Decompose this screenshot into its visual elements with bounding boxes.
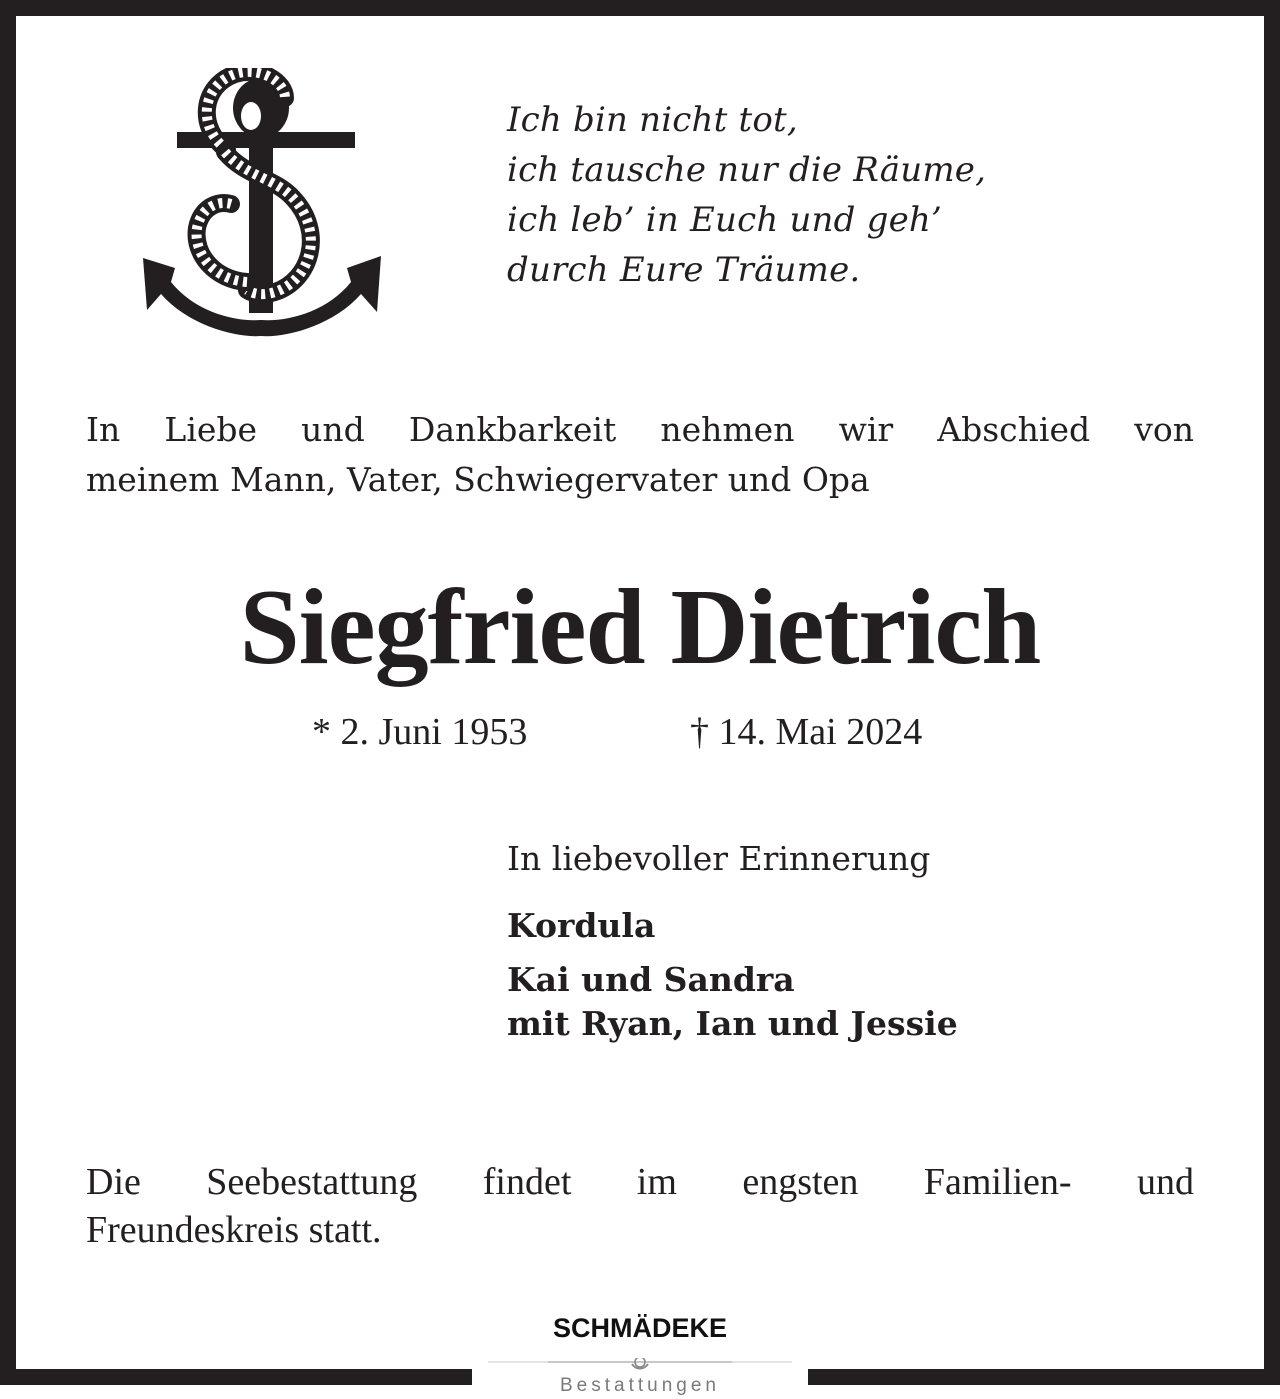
anchor-with-rope-icon xyxy=(135,68,387,340)
closing-line-2: Freundeskreis statt. xyxy=(86,1209,382,1251)
frame-border-top xyxy=(0,0,1280,16)
intro-line-1: In Liebe und Dankbarkeit nehmen wir Abschied von xyxy=(86,410,1194,449)
intro-text xyxy=(86,405,1194,505)
intro-line-2: meinem Mann, Vater, Schwiegervater und Opa xyxy=(86,460,870,499)
funeral-home-logo xyxy=(472,1308,808,1399)
frame-border-right xyxy=(1264,0,1280,1385)
frame-border-bottom-right xyxy=(808,1369,1280,1385)
deceased-name: Siegfried Dietrich xyxy=(239,568,1041,687)
logo-name: SCHMÄDEKE xyxy=(552,1313,727,1343)
mourner-name: Kai und Sandra xyxy=(507,960,795,999)
frame-border-left xyxy=(0,0,16,1385)
mourner-name: Kordula xyxy=(507,906,656,945)
death-date: † 14. Mai 2024 xyxy=(690,711,923,753)
poem-line: ich leb’ in Euch und geh’ xyxy=(507,200,942,240)
memory-heading: In liebevoller Erinnerung xyxy=(507,839,931,878)
swirl-ornament-icon xyxy=(488,1355,792,1367)
closing-line-1: Die Seebestattung findet im engsten Familien- und xyxy=(86,1161,1194,1203)
mourner-name: mit Ryan, Ian und Jessie xyxy=(507,1004,958,1043)
poem-line: durch Eure Träume. xyxy=(507,250,861,290)
mourners-list xyxy=(507,902,958,1046)
birth-date: * 2. Juni 1953 xyxy=(312,711,528,753)
poem xyxy=(507,95,986,295)
frame-border-bottom-left xyxy=(0,1369,472,1385)
logo-subtitle: Bestattungen xyxy=(560,1375,720,1396)
poem-line: Ich bin nicht tot, xyxy=(507,100,798,140)
poem-line: ich tausche nur die Räume, xyxy=(507,150,987,190)
closing-text xyxy=(86,1158,1194,1254)
